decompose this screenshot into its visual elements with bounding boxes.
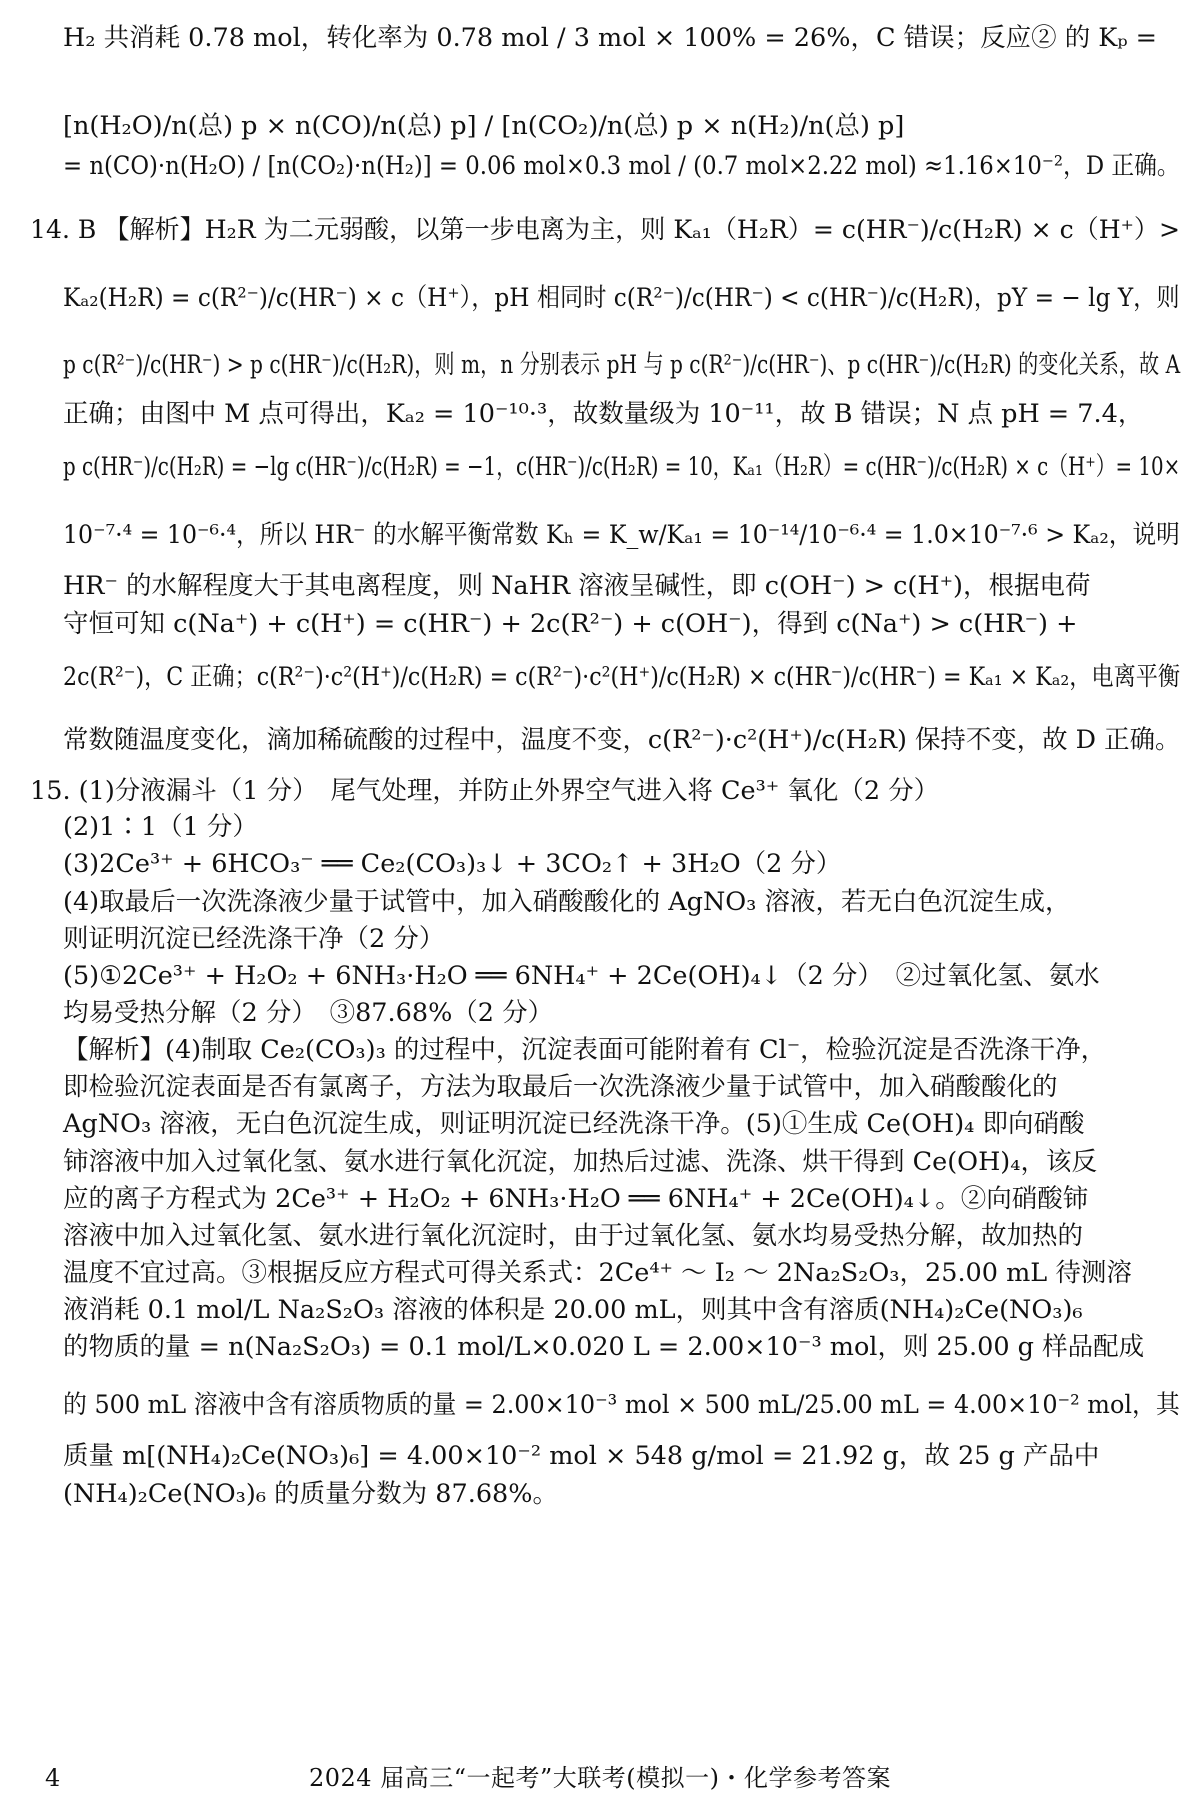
text-line: 质量 m[(NH₄)₂Ce(NO₃)₆] = 4.00×10⁻² mol × 548 g/mol = 21.92 g，故 25 g 产品中	[63, 1441, 1100, 1471]
text-line: 溶液中加入过氧化氢、氨水进行氧化沉淀时，由于过氧化氢、氨水均易受热分解，故加热的	[63, 1221, 1084, 1251]
text-line: 常数随温度变化，滴加稀硫酸的过程中，温度不变，c(R²⁻)·c²(H⁺)/c(H₂R) 保持不变，故 D 正确。	[63, 725, 1181, 755]
text-line: 即检验沉淀表面是否有氯离子，方法为取最后一次洗涤液少量于试管中，加入硝酸酸化的	[63, 1072, 1058, 1102]
text-line: (5)①2Ce³⁺ + H₂O₂ + 6NH₃·H₂O ══ 6NH₄⁺ + 2Ce(OH)₄↓（2 分） ②过氧化氢、氨水	[63, 961, 1100, 991]
text-line: 2c(R²⁻)，C 正确；c(R²⁻)·c²(H⁺)/c(H₂R) = c(R²⁻)·c²(H⁺)/c(H₂R) × c(HR⁻)/c(HR⁻) = Kₐ₁ × Kₐ₂，电离平衡	[63, 662, 1181, 692]
footer-divider	[30, 1752, 1170, 1753]
text-line: (4)取最后一次洗涤液少量于试管中，加入硝酸酸化的 AgNO₃ 溶液，若无白色沉淀生成，	[63, 887, 1071, 917]
text-line: 均易受热分解（2 分） ③87.68%（2 分）	[63, 998, 554, 1028]
text-line: 应的离子方程式为 2Ce³⁺ + H₂O₂ + 6NH₃·H₂O ══ 6NH₄⁺ + 2Ce(OH)₄↓。②向硝酸铈	[63, 1184, 1089, 1214]
text-line: 正确；由图中 M 点可得出，Kₐ₂ = 10⁻¹⁰·³，故数量级为 10⁻¹¹，故 B 错误；N 点 pH = 7.4，	[63, 399, 1144, 429]
text-line: AgNO₃ 溶液，无白色沉淀生成，则证明沉淀已经洗涤干净。(5)①生成 Ce(OH)₄ 即向硝酸	[63, 1109, 1085, 1139]
analysis-heading-line: 【解析】(4)制取 Ce₂(CO₃)₃ 的过程中，沉淀表面可能附着有 Cl⁻，检验沉淀是否洗涤干净，	[63, 1035, 1107, 1065]
text-line: 10⁻⁷·⁴ = 10⁻⁶·⁴，所以 HR⁻ 的水解平衡常数 Kₕ = K_w/Kₐ₁ = 10⁻¹⁴/10⁻⁶·⁴ = 1.0×10⁻⁷·⁶ > Kₐ₂，说明	[63, 520, 1180, 550]
kp-expression-result-line: = n(CO)·n(H₂O) / [n(CO₂)·n(H₂)] = 0.06 mol×0.3 mol / (0.7 mol×2.22 mol) ≈1.16×10⁻²，D 正确。	[63, 151, 1180, 181]
text-line: 的物质的量 = n(Na₂S₂O₃) = 0.1 mol/L×0.020 L = 2.00×10⁻³ mol，则 25.00 g 样品配成	[63, 1332, 1145, 1362]
text-line: p c(HR⁻)/c(H₂R) = −lg c(HR⁻)/c(H₂R) = −1，c(HR⁻)/c(H₂R) = 10，Kₐ₁（H₂R）= c(HR⁻)/c(H₂R) × c（H⁺）= 10×	[63, 452, 1181, 482]
text-line: p c(R²⁻)/c(HR⁻) > p c(HR⁻)/c(H₂R)，则 m，n 分别表示 pH 与 p c(R²⁻)/c(HR⁻)、p c(HR⁻)/c(H₂R) 的变化关系，故 A	[63, 350, 1181, 380]
q14-answer-line: 14. B 【解析】H₂R 为二元弱酸，以第一步电离为主，则 Kₐ₁（H₂R）= c(HR⁻)/c(H₂R) × c（H⁺）>	[30, 215, 1181, 245]
text-line: 温度不宜过高。③根据反应方程式可得关系式：2Ce⁴⁺ ～ I₂ ～ 2Na₂S₂O₃，25.00 mL 待测溶	[63, 1258, 1132, 1288]
text-line: 铈溶液中加入过氧化氢、氨水进行氧化沉淀，加热后过滤、洗涤、烘干得到 Ce(OH)₄，该反	[63, 1147, 1097, 1177]
kp-expression-numerator-line: [n(H₂O)/n(总) p × n(CO)/n(总) p] / [n(CO₂)/n(总) p × n(H₂)/n(总) p]	[63, 111, 905, 141]
text-line: (2)1∶1（1 分）	[63, 812, 258, 842]
text-line: 则证明沉淀已经洗涤干净（2 分）	[63, 924, 445, 954]
footer-title: 2024 届高三“一起考”大联考(模拟一)・化学参考答案	[309, 1764, 891, 1792]
text-line: (3)2Ce³⁺ + 6HCO₃⁻ ══ Ce₂(CO₃)₃↓ + 3CO₂↑ + 3H₂O（2 分）	[63, 849, 842, 879]
text-line: (NH₄)₂Ce(NO₃)₆ 的质量分数为 87.68%。	[63, 1479, 558, 1509]
text-line: 的 500 mL 溶液中含有溶质物质的量 = 2.00×10⁻³ mol × 500 mL/25.00 mL = 4.00×10⁻² mol，其	[63, 1390, 1180, 1420]
text-line: H₂ 共消耗 0.78 mol，转化率为 0.78 mol / 3 mol × 100% = 26%，C 错误；反应② 的 Kₚ =	[63, 23, 1158, 53]
text-line: 液消耗 0.1 mol/L Na₂S₂O₃ 溶液的体积是 20.00 mL，则其中含有溶质(NH₄)₂Ce(NO₃)₆	[63, 1295, 1083, 1325]
page-number: 4	[45, 1764, 61, 1792]
q15-answer-line: 15. (1)分液漏斗（1 分） 尾气处理，并防止外界空气进入将 Ce³⁺ 氧化（2 分）	[30, 776, 940, 806]
text-line: HR⁻ 的水解程度大于其电离程度，则 NaHR 溶液呈碱性，即 c(OH⁻) > c(H⁺)，根据电荷	[63, 571, 1091, 601]
text-line: 守恒可知 c(Na⁺) + c(H⁺) = c(HR⁻) + 2c(R²⁻) + c(OH⁻)，得到 c(Na⁺) > c(HR⁻) +	[63, 609, 1078, 639]
text-line: Kₐ₂(H₂R) = c(R²⁻)/c(HR⁻) × c（H⁺），pH 相同时 c(R²⁻)/c(HR⁻) < c(HR⁻)/c(H₂R)，pY = − lg Y，则	[63, 283, 1180, 313]
